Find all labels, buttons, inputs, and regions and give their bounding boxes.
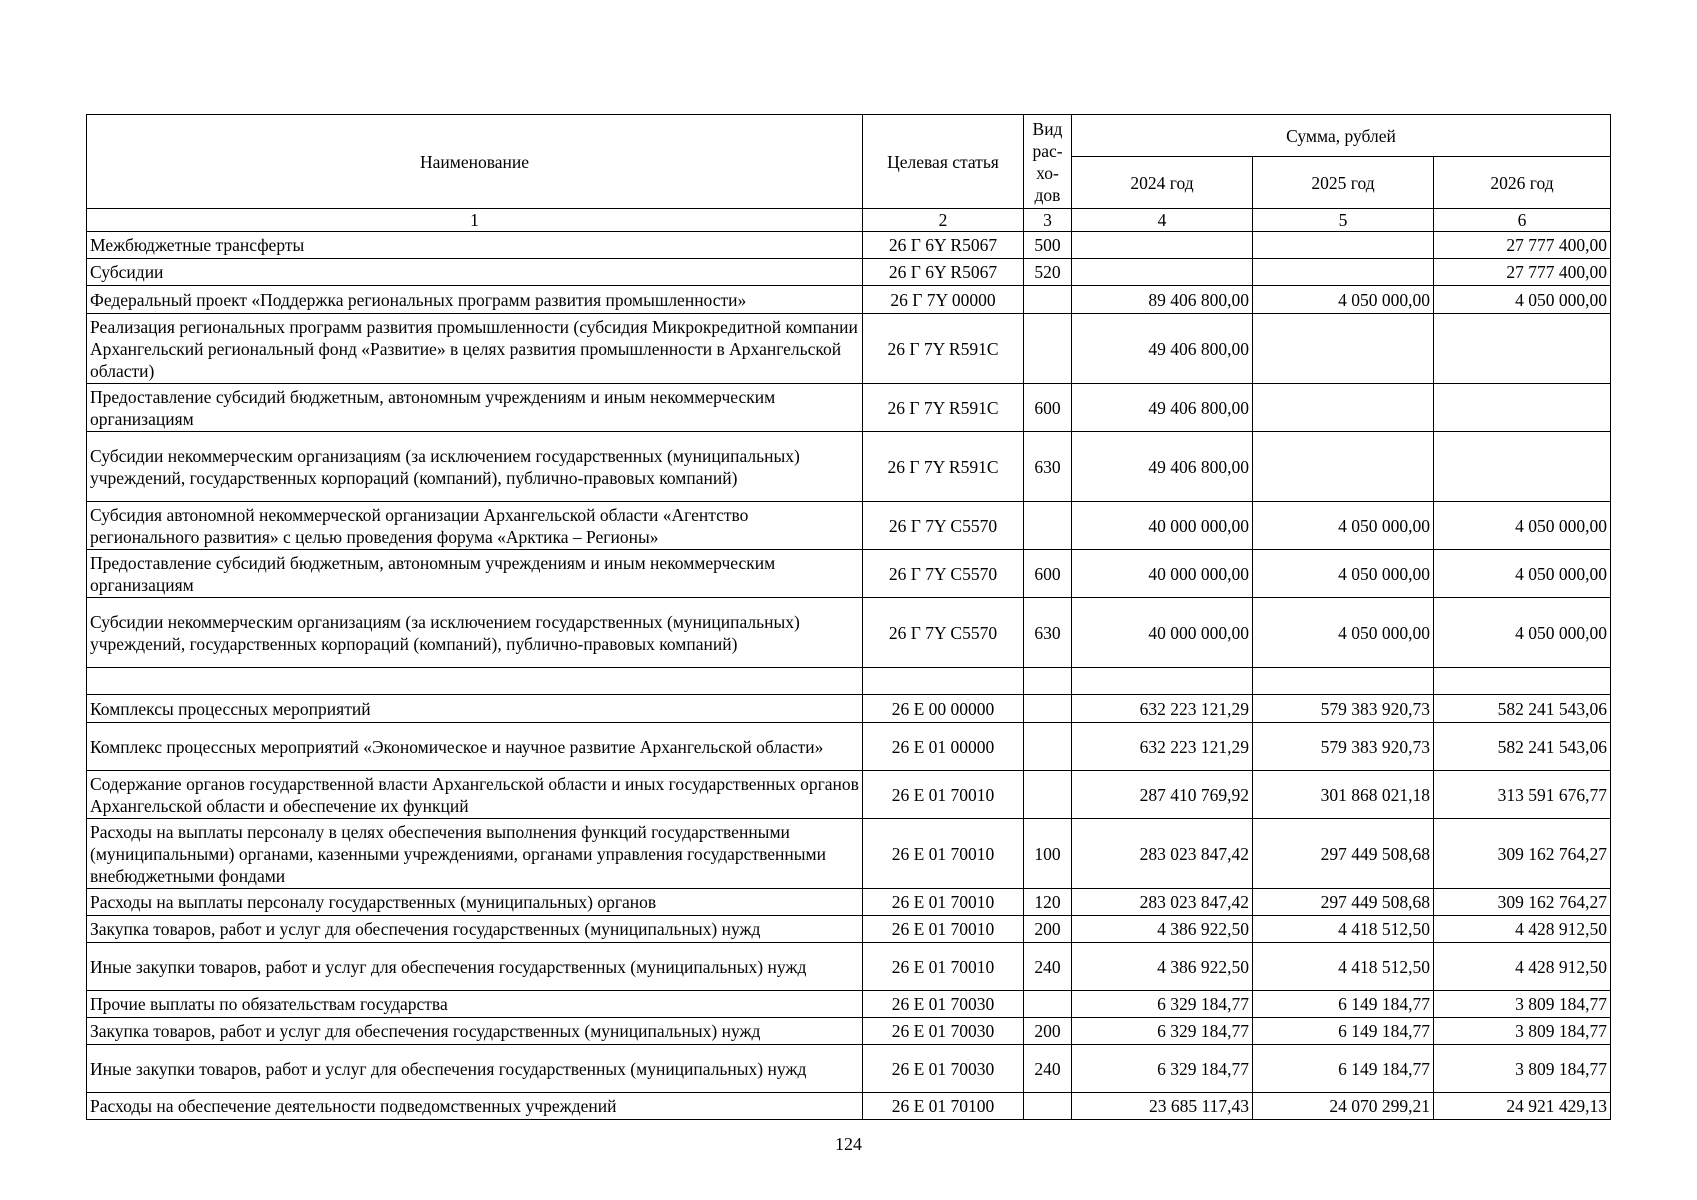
row-code: 26 Е 01 00000 — [863, 723, 1024, 771]
table-row — [87, 432, 1611, 502]
row-amount-2025: 4 050 000,00 — [1253, 598, 1434, 668]
row-vid — [1024, 286, 1072, 314]
row-code: 26 Е 01 70030 — [863, 991, 1024, 1018]
row-amount-2024: 49 406 800,00 — [1072, 384, 1253, 432]
row-vid: 630 — [1024, 598, 1072, 668]
row-amount-2024 — [1072, 668, 1253, 695]
row-amount-2026: 309 162 764,27 — [1434, 889, 1611, 916]
header-code: Целевая статья — [863, 115, 1024, 209]
row-vid: 100 — [1024, 819, 1072, 889]
row-code: 26 Г 7Y R591C — [863, 432, 1024, 502]
row-code: 26 Е 01 70010 — [863, 819, 1024, 889]
row-amount-2024: 632 223 121,29 — [1072, 723, 1253, 771]
row-amount-2025: 579 383 920,73 — [1253, 723, 1434, 771]
row-amount-2026: 4 050 000,00 — [1434, 550, 1611, 598]
row-amount-2026: 4 428 912,50 — [1434, 916, 1611, 943]
row-vid: 600 — [1024, 384, 1072, 432]
row-code: 26 Г 7Y C5570 — [863, 550, 1024, 598]
row-code: 26 Г 7Y C5570 — [863, 502, 1024, 550]
row-code — [863, 668, 1024, 695]
row-name: Комплекс процессных мероприятий «Экономическое и научное развитие Архангельской области» — [87, 723, 863, 771]
row-amount-2026 — [1434, 314, 1611, 384]
row-code: 26 Г 6Y R5067 — [863, 259, 1024, 286]
row-amount-2024: 4 386 922,50 — [1072, 916, 1253, 943]
row-code: 26 Г 7Y 00000 — [863, 286, 1024, 314]
table-row — [87, 384, 1611, 432]
row-name: Прочие выплаты по обязательствам государства — [87, 991, 863, 1018]
header-2025: 2025 год — [1253, 157, 1434, 209]
table-row — [87, 1093, 1611, 1120]
row-amount-2026: 27 777 400,00 — [1434, 232, 1611, 259]
row-amount-2025: 6 149 184,77 — [1253, 1045, 1434, 1093]
row-amount-2025: 4 418 512,50 — [1253, 943, 1434, 991]
row-name: Расходы на выплаты персоналу государственных (муниципальных) органов — [87, 889, 863, 916]
row-amount-2024: 49 406 800,00 — [1072, 432, 1253, 502]
row-amount-2024 — [1072, 232, 1253, 259]
row-name: Содержание органов государственной власти Архангельской области и иных государственных органов Архангельской области и обеспечение их функций — [87, 771, 863, 819]
table-body — [87, 232, 1611, 1120]
row-amount-2024: 6 329 184,77 — [1072, 1018, 1253, 1045]
table-row — [87, 1045, 1611, 1093]
row-code: 26 Е 01 70010 — [863, 943, 1024, 991]
row-name: Предоставление субсидий бюджетным, автономным учреждениям и иным некоммерческим организациям — [87, 550, 863, 598]
table-row — [87, 991, 1611, 1018]
col-number-5: 5 — [1253, 209, 1434, 232]
row-name: Субсидии некоммерческим организациям (за исключением государственных (муниципальных) учреждений, государственных корпораций (компаний), публично-правовых компаний) — [87, 598, 863, 668]
row-code: 26 Е 01 70030 — [863, 1018, 1024, 1045]
row-name: Реализация региональных программ развития промышленности (субсидия Микрокредитной компании Архангельский региональный фонд «Развитие» в целях развития промышленности в Архангельской области) — [87, 314, 863, 384]
row-name: Субсидии некоммерческим организациям (за исключением государственных (муниципальных) учреждений, государственных корпораций (компаний), публично-правовых компаний) — [87, 432, 863, 502]
row-amount-2026: 3 809 184,77 — [1434, 1018, 1611, 1045]
col-number-1: 1 — [87, 209, 863, 232]
table-row — [87, 668, 1611, 695]
row-amount-2025: 24 070 299,21 — [1253, 1093, 1434, 1120]
header-sum: Сумма, рублей — [1072, 115, 1611, 157]
row-code: 26 Г 6Y R5067 — [863, 232, 1024, 259]
row-vid: 500 — [1024, 232, 1072, 259]
row-amount-2024: 40 000 000,00 — [1072, 502, 1253, 550]
row-amount-2025: 4 050 000,00 — [1253, 550, 1434, 598]
row-amount-2025 — [1253, 668, 1434, 695]
row-amount-2025 — [1253, 432, 1434, 502]
row-amount-2025 — [1253, 384, 1434, 432]
row-name: Закупка товаров, работ и услуг для обеспечения государственных (муниципальных) нужд — [87, 916, 863, 943]
row-amount-2024 — [1072, 259, 1253, 286]
row-amount-2025: 6 149 184,77 — [1253, 991, 1434, 1018]
row-vid: 600 — [1024, 550, 1072, 598]
table-row — [87, 550, 1611, 598]
table-row — [87, 502, 1611, 550]
row-amount-2024: 283 023 847,42 — [1072, 889, 1253, 916]
table-row — [87, 819, 1611, 889]
row-amount-2024: 89 406 800,00 — [1072, 286, 1253, 314]
table-row — [87, 943, 1611, 991]
row-vid — [1024, 991, 1072, 1018]
row-amount-2026 — [1434, 668, 1611, 695]
col-number-6: 6 — [1434, 209, 1611, 232]
row-amount-2026: 4 428 912,50 — [1434, 943, 1611, 991]
row-code: 26 Г 7Y C5570 — [863, 598, 1024, 668]
table-row — [87, 314, 1611, 384]
row-name: Иные закупки товаров, работ и услуг для обеспечения государственных (муниципальных) нужд — [87, 1045, 863, 1093]
row-amount-2026: 4 050 000,00 — [1434, 598, 1611, 668]
col-number-2: 2 — [863, 209, 1024, 232]
row-vid — [1024, 314, 1072, 384]
row-amount-2024: 287 410 769,92 — [1072, 771, 1253, 819]
row-amount-2025: 297 449 508,68 — [1253, 819, 1434, 889]
row-amount-2026: 313 591 676,77 — [1434, 771, 1611, 819]
row-amount-2025 — [1253, 314, 1434, 384]
table-row — [87, 1018, 1611, 1045]
row-code: 26 Е 01 70100 — [863, 1093, 1024, 1120]
row-amount-2024: 40 000 000,00 — [1072, 598, 1253, 668]
row-amount-2025: 297 449 508,68 — [1253, 889, 1434, 916]
col-number-3: 3 — [1024, 209, 1072, 232]
table-row — [87, 695, 1611, 723]
row-vid: 120 — [1024, 889, 1072, 916]
row-name: Расходы на обеспечение деятельности подведомственных учреждений — [87, 1093, 863, 1120]
row-amount-2024: 23 685 117,43 — [1072, 1093, 1253, 1120]
row-vid: 240 — [1024, 943, 1072, 991]
row-code: 26 Е 01 70010 — [863, 889, 1024, 916]
table-row — [87, 916, 1611, 943]
row-vid — [1024, 723, 1072, 771]
col-number-4: 4 — [1072, 209, 1253, 232]
row-vid — [1024, 502, 1072, 550]
row-name — [87, 668, 863, 695]
row-vid: 630 — [1024, 432, 1072, 502]
row-amount-2025: 4 050 000,00 — [1253, 502, 1434, 550]
row-name: Комплексы процессных мероприятий — [87, 695, 863, 723]
row-name: Субсидия автономной некоммерческой организации Архангельской области «Агентство регионального развития» с целью проведения форума «Арктика – Регионы» — [87, 502, 863, 550]
row-vid — [1024, 695, 1072, 723]
row-amount-2024: 6 329 184,77 — [1072, 1045, 1253, 1093]
row-amount-2025: 579 383 920,73 — [1253, 695, 1434, 723]
row-amount-2025 — [1253, 232, 1434, 259]
row-vid — [1024, 771, 1072, 819]
row-name: Федеральный проект «Поддержка региональных программ развития промышленности» — [87, 286, 863, 314]
table-row — [87, 232, 1611, 259]
row-amount-2024: 40 000 000,00 — [1072, 550, 1253, 598]
row-amount-2025: 4 418 512,50 — [1253, 916, 1434, 943]
header-name: Наименование — [87, 115, 863, 209]
row-name: Субсидии — [87, 259, 863, 286]
table-row — [87, 771, 1611, 819]
row-amount-2024: 4 386 922,50 — [1072, 943, 1253, 991]
row-code: 26 Е 01 70010 — [863, 771, 1024, 819]
row-amount-2026: 582 241 543,06 — [1434, 695, 1611, 723]
table-row — [87, 723, 1611, 771]
row-code: 26 Е 01 70030 — [863, 1045, 1024, 1093]
row-amount-2026: 27 777 400,00 — [1434, 259, 1611, 286]
header-2024: 2024 год — [1072, 157, 1253, 209]
row-name: Предоставление субсидий бюджетным, автономным учреждениям и иным некоммерческим организациям — [87, 384, 863, 432]
row-amount-2026: 4 050 000,00 — [1434, 286, 1611, 314]
row-amount-2024: 49 406 800,00 — [1072, 314, 1253, 384]
row-amount-2025: 301 868 021,18 — [1253, 771, 1434, 819]
row-amount-2024: 283 023 847,42 — [1072, 819, 1253, 889]
row-name: Расходы на выплаты персоналу в целях обеспечения выполнения функций государственными (муниципальными) органами, казенными учреждениями, органами управления государственными внебюджетными фондами — [87, 819, 863, 889]
row-code: 26 Е 01 70010 — [863, 916, 1024, 943]
header-vid: Вид рас-хо-дов — [1024, 115, 1072, 209]
table-row — [87, 286, 1611, 314]
row-code: 26 Г 7Y R591C — [863, 384, 1024, 432]
row-code: 26 Г 7Y R591C — [863, 314, 1024, 384]
row-amount-2026: 4 050 000,00 — [1434, 502, 1611, 550]
row-vid: 200 — [1024, 1018, 1072, 1045]
row-name: Иные закупки товаров, работ и услуг для обеспечения государственных (муниципальных) нужд — [87, 943, 863, 991]
row-amount-2026: 309 162 764,27 — [1434, 819, 1611, 889]
table-row — [87, 889, 1611, 916]
row-vid — [1024, 1093, 1072, 1120]
row-name: Межбюджетные трансферты — [87, 232, 863, 259]
row-vid — [1024, 668, 1072, 695]
row-amount-2026: 3 809 184,77 — [1434, 1045, 1611, 1093]
row-amount-2026: 24 921 429,13 — [1434, 1093, 1611, 1120]
row-amount-2026 — [1434, 384, 1611, 432]
row-amount-2026: 3 809 184,77 — [1434, 991, 1611, 1018]
row-amount-2026: 582 241 543,06 — [1434, 723, 1611, 771]
row-amount-2025: 6 149 184,77 — [1253, 1018, 1434, 1045]
table-row — [87, 598, 1611, 668]
row-vid: 520 — [1024, 259, 1072, 286]
row-amount-2024: 632 223 121,29 — [1072, 695, 1253, 723]
row-amount-2025 — [1253, 259, 1434, 286]
row-amount-2026 — [1434, 432, 1611, 502]
page-number: 124 — [835, 1134, 862, 1154]
row-vid: 200 — [1024, 916, 1072, 943]
row-code: 26 Е 00 00000 — [863, 695, 1024, 723]
budget-table — [86, 114, 1611, 1120]
table-row — [87, 259, 1611, 286]
row-vid: 240 — [1024, 1045, 1072, 1093]
row-name: Закупка товаров, работ и услуг для обеспечения государственных (муниципальных) нужд — [87, 1018, 863, 1045]
row-amount-2024: 6 329 184,77 — [1072, 991, 1253, 1018]
row-amount-2025: 4 050 000,00 — [1253, 286, 1434, 314]
header-2026: 2026 год — [1434, 157, 1611, 209]
